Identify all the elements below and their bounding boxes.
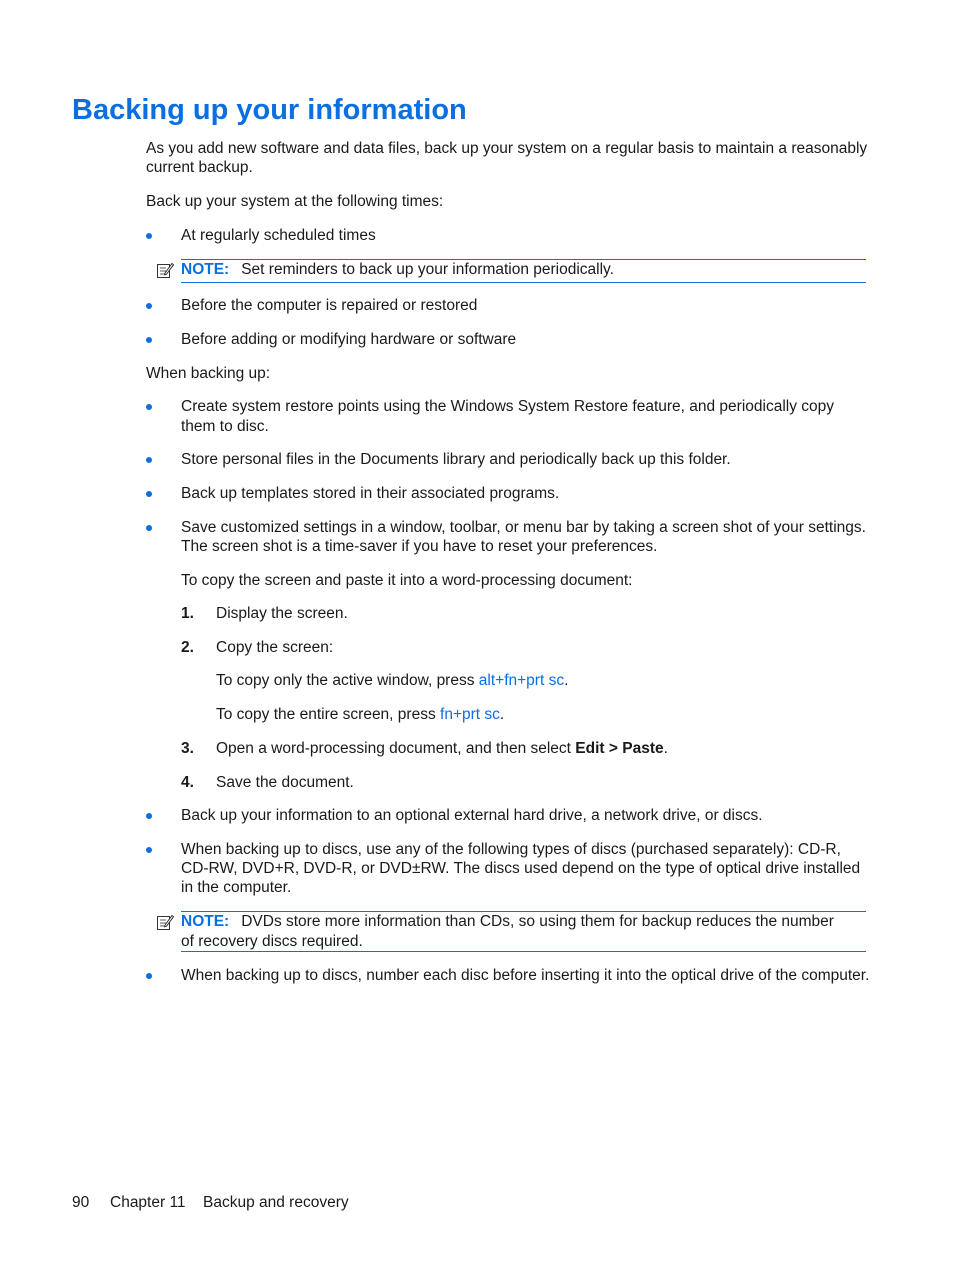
footer-chapter: Chapter 11 [110, 1194, 186, 1211]
footer-section: Backup and recovery [203, 1194, 349, 1211]
step-text: Display the screen. [216, 605, 348, 622]
substep-period: . [499, 706, 505, 723]
note-bottom-rule [181, 951, 866, 952]
list-item-line: When backing up to discs, use any of the following types of discs (purchased separately): CD-R, [181, 841, 841, 858]
copy-intro: To copy the screen and paste it into a word-processing document: [181, 572, 633, 589]
substep-text: To copy the entire screen, press [216, 706, 441, 723]
bullet-icon [146, 303, 152, 309]
step-number: 1. [181, 605, 194, 622]
substep-text: To copy only the active window, press [216, 672, 479, 689]
bullet-icon [146, 813, 152, 819]
note-text: Set reminders to back up your information periodically. [241, 261, 614, 278]
list-item: Back up your information to an optional external hard drive, a network drive, or discs. [181, 807, 763, 824]
list-item: At regularly scheduled times [181, 227, 376, 244]
step-number: 4. [181, 774, 194, 791]
page-title: Backing up your information [72, 94, 467, 126]
step-text: Save the document. [216, 774, 354, 791]
note-pencil-icon [156, 261, 174, 279]
when-intro: When backing up: [146, 365, 271, 382]
bullet-icon [146, 847, 152, 853]
step-period: . [663, 740, 668, 757]
bullet-icon [146, 973, 152, 979]
substep-period: . [564, 672, 569, 689]
substep-active-window [216, 671, 568, 690]
menu-path: Edit > Paste [575, 740, 664, 757]
note-2-line-2: of recovery discs required. [181, 933, 363, 950]
list-item-line: The screen shot is a time-saver if you have to reset your preferences. [181, 538, 658, 555]
substep-entire-screen [216, 705, 504, 724]
step-number: 2. [181, 639, 194, 656]
note-text: DVDs store more information than CDs, so using them for backup reduces the number [241, 913, 834, 930]
list-item: Before the computer is repaired or restored [181, 297, 478, 314]
intro-line-2: current backup. [146, 159, 253, 176]
step-number: 3. [181, 740, 194, 757]
bullet-icon [146, 457, 152, 463]
list-item: When backing up to discs, number each disc before inserting it into the optical drive of the computer. [181, 967, 870, 984]
note-2-line-1 [181, 912, 834, 931]
note-bottom-rule [181, 282, 866, 283]
bullet-icon [146, 525, 152, 531]
list-item: Before adding or modifying hardware or software [181, 331, 517, 348]
bullet-icon [146, 404, 152, 410]
step-text [216, 739, 668, 758]
intro-line-1: As you add new software and data files, back up your system on a regular basis to maintain a reasonably [146, 140, 868, 157]
note-label: NOTE: [181, 261, 230, 278]
bullet-icon [146, 233, 152, 239]
keyboard-shortcut: alt+fn+prt sc [478, 672, 565, 689]
keyboard-shortcut: fn+prt sc [440, 706, 500, 723]
list-item-line: Create system restore points using the Windows System Restore feature, and periodically copy [181, 398, 835, 415]
bullet-icon [146, 491, 152, 497]
times-intro: Back up your system at the following times: [146, 193, 444, 210]
list-item-line: them to disc. [181, 418, 269, 435]
step-text: Copy the screen: [216, 639, 334, 656]
page-number: 90 [72, 1194, 90, 1211]
bullet-icon [146, 337, 152, 343]
note-1 [181, 260, 614, 279]
list-item: Back up templates stored in their associated programs. [181, 485, 560, 502]
list-item-line: Save customized settings in a window, toolbar, or menu bar by taking a screen shot of your settings. [181, 519, 866, 536]
step-text-part: Open a word-processing document, and then select [216, 740, 576, 757]
list-item: Store personal files in the Documents library and periodically back up this folder. [181, 451, 731, 468]
list-item-line: CD-RW, DVD+R, DVD-R, or DVD±RW. The discs used depend on the type of optical drive installed [181, 860, 861, 877]
note-pencil-icon [156, 913, 174, 931]
note-label: NOTE: [181, 913, 230, 930]
list-item-line: in the computer. [181, 879, 292, 896]
